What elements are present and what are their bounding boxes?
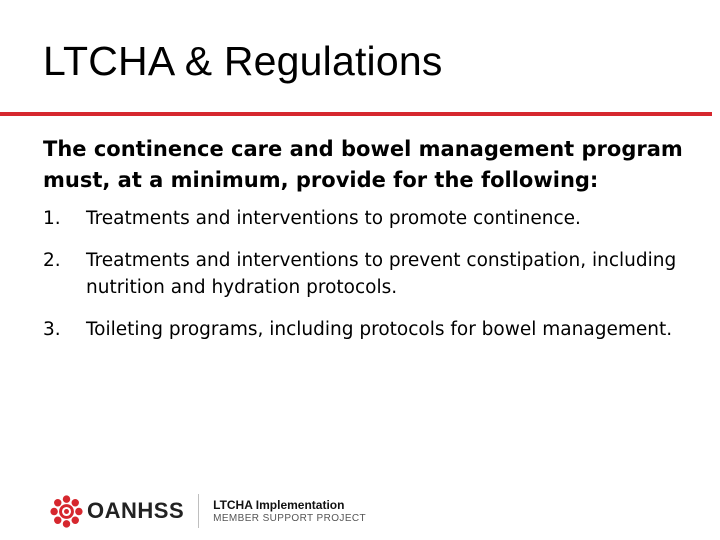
project-title: LTCHA Implementation [213, 497, 345, 512]
list-item-number: 3. [43, 319, 61, 340]
footer-branding [50, 491, 366, 531]
list-item-text: Toileting programs, including protocols for bowel management. [86, 319, 673, 340]
requirements-list [43, 205, 683, 343]
slide-title: LTCHA & Regulations [43, 38, 443, 84]
logo-text: OANHSS [87, 498, 185, 523]
list-item-number: 1. [43, 208, 61, 229]
list-item-text: Treatments and interventions to prevent constipation, including nutrition and hydration protocols. [86, 250, 677, 298]
project-subtitle: MEMBER SUPPORT PROJECT [213, 512, 367, 524]
list-item [43, 247, 683, 301]
intro-text: The continence care and bowel management program must, at a minimum, provide for the following: [43, 137, 683, 192]
footer-divider [198, 494, 199, 528]
list-item-number: 2. [43, 250, 61, 271]
list-item [43, 205, 683, 232]
list-item-text: Treatments and interventions to promote continence. [86, 208, 581, 229]
list-item [43, 316, 683, 343]
project-name [213, 498, 366, 525]
title-divider [0, 112, 712, 116]
red-flower-icon [50, 495, 83, 528]
